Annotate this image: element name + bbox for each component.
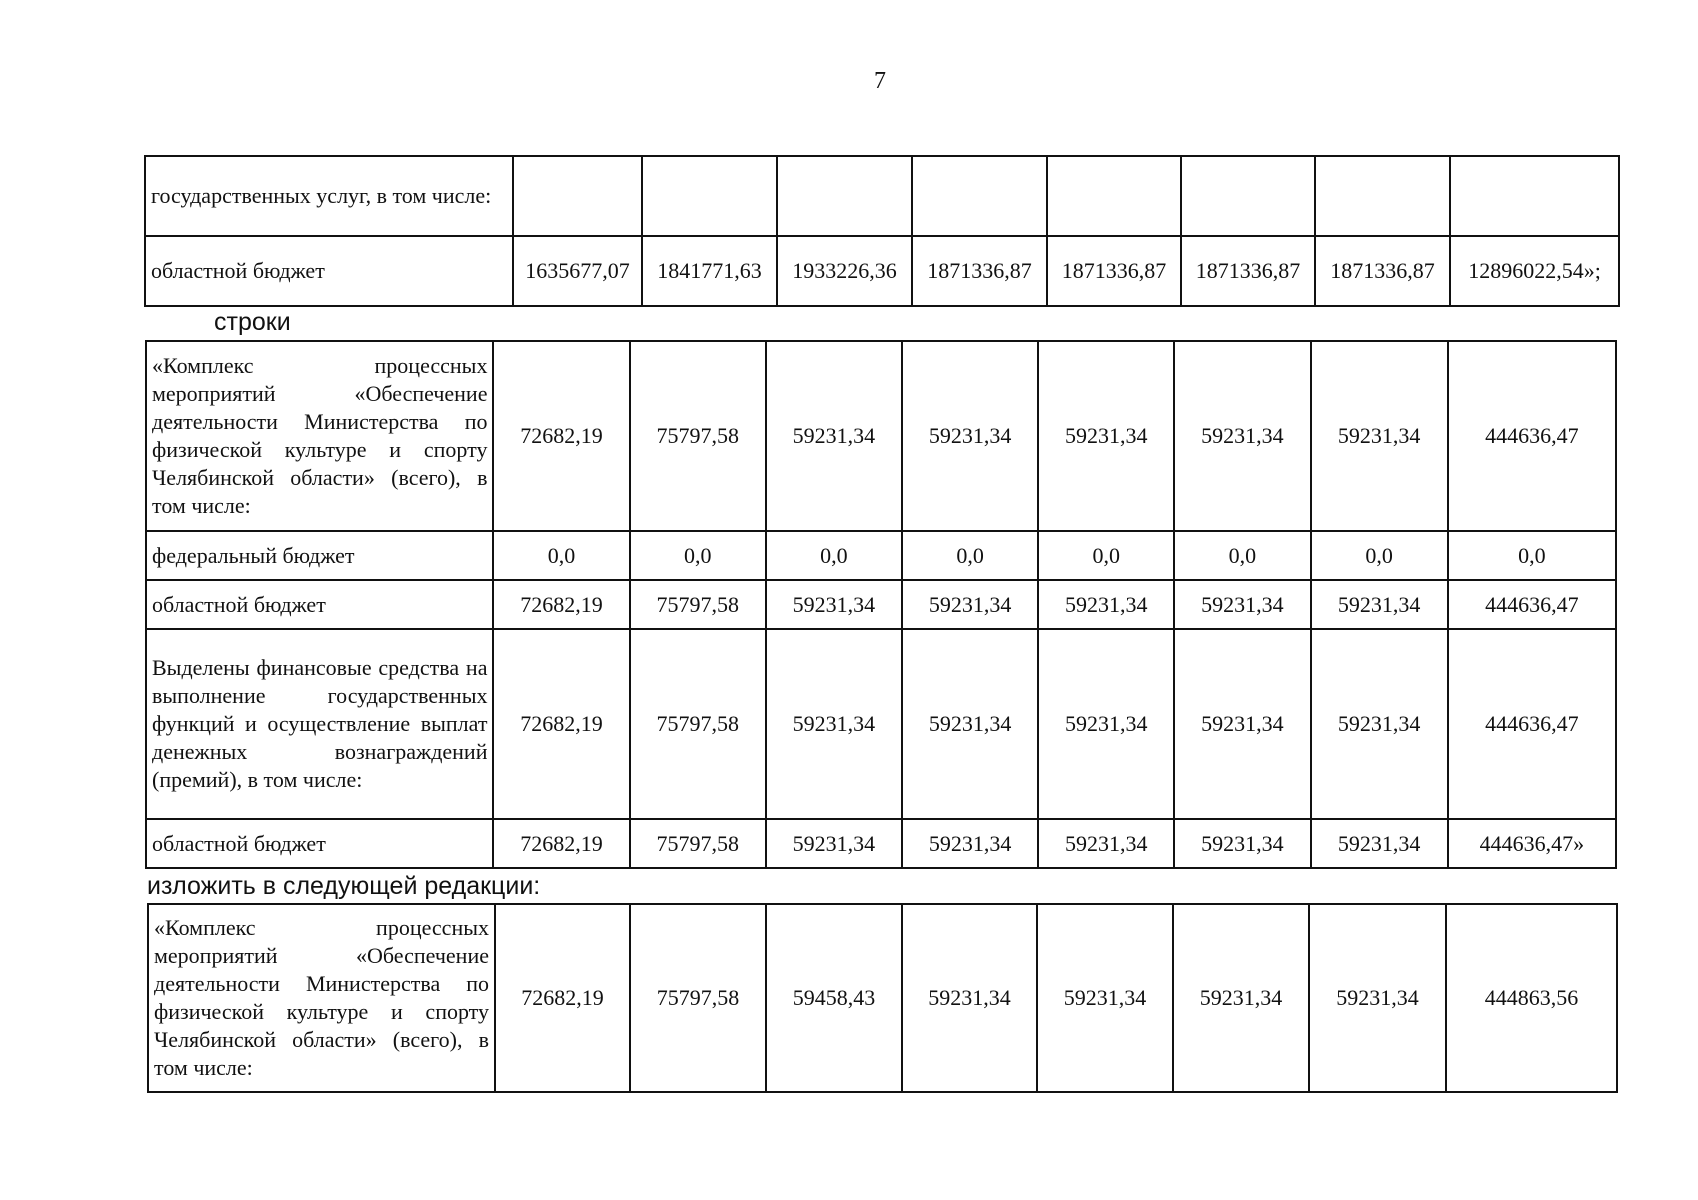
value-cell: 59231,34	[1038, 580, 1174, 629]
table-row	[148, 904, 1617, 1092]
value-cell: 1871336,87	[1315, 236, 1450, 306]
value-cell: 72682,19	[493, 819, 629, 868]
value-cell: 59231,34	[1311, 819, 1448, 868]
value-cell: 1635677,07	[513, 236, 642, 306]
value-cell	[642, 156, 777, 236]
value-cell: 59231,34	[902, 904, 1037, 1092]
value-cell	[1047, 156, 1181, 236]
table-continuation	[144, 155, 1620, 307]
table-row	[145, 156, 1619, 236]
value-cell: 59231,34	[766, 819, 902, 868]
table-new-edition	[147, 903, 1618, 1093]
table-row	[145, 236, 1619, 306]
page-number: 7	[874, 68, 886, 94]
value-cell: 1871336,87	[912, 236, 1047, 306]
value-cell: 0,0	[1174, 531, 1310, 580]
value-cell: 59231,34	[902, 580, 1038, 629]
value-cell: 59231,34	[1037, 904, 1173, 1092]
row-label: областной бюджет	[145, 236, 513, 306]
value-cell: 59231,34	[1174, 580, 1310, 629]
value-cell: 444636,47	[1448, 341, 1616, 531]
value-cell: 59231,34	[766, 580, 902, 629]
value-cell: 59231,34	[1174, 629, 1310, 819]
value-cell: 72682,19	[493, 341, 629, 531]
value-cell: 59231,34	[1311, 629, 1448, 819]
caption-edit: изложить в следующей редакции:	[147, 872, 541, 900]
value-cell: 12896022,54»;	[1450, 236, 1619, 306]
value-cell: 75797,58	[630, 629, 766, 819]
table-current-lines	[145, 340, 1617, 869]
value-cell	[1450, 156, 1619, 236]
row-label: государственных услуг, в том числе:	[145, 156, 513, 236]
value-cell: 59231,34	[766, 629, 902, 819]
table-row	[146, 531, 1616, 580]
value-cell: 59231,34	[1038, 341, 1174, 531]
value-cell: 59231,34	[1311, 341, 1448, 531]
value-cell: 59231,34	[766, 341, 902, 531]
value-cell: 59458,43	[766, 904, 902, 1092]
value-cell: 1841771,63	[642, 236, 777, 306]
value-cell: 444636,47	[1448, 629, 1616, 819]
table-row	[146, 341, 1616, 531]
value-cell: 59231,34	[1038, 629, 1174, 819]
value-cell: 1871336,87	[1181, 236, 1315, 306]
value-cell	[513, 156, 642, 236]
value-cell: 59231,34	[1174, 341, 1310, 531]
value-cell: 59231,34	[1038, 819, 1174, 868]
value-cell: 75797,58	[630, 904, 766, 1092]
value-cell: 444863,56	[1446, 904, 1617, 1092]
value-cell: 59231,34	[902, 629, 1038, 819]
value-cell: 0,0	[902, 531, 1038, 580]
value-cell: 75797,58	[630, 819, 766, 868]
row-label: областной бюджет	[146, 819, 493, 868]
row-label: Выделены финансовые средства на выполнение государственных функций и осуществление выплат денежных вознаграждений (премий), в том числе:	[146, 629, 493, 819]
value-cell: 0,0	[766, 531, 902, 580]
value-cell: 59231,34	[1174, 819, 1310, 868]
value-cell: 1933226,36	[777, 236, 912, 306]
caption-stroki: строки	[214, 308, 291, 336]
row-label: областной бюджет	[146, 580, 493, 629]
value-cell: 75797,58	[630, 341, 766, 531]
value-cell: 59231,34	[1173, 904, 1309, 1092]
table-row	[146, 629, 1616, 819]
value-cell: 59231,34	[1309, 904, 1446, 1092]
value-cell: 72682,19	[495, 904, 630, 1092]
value-cell: 72682,19	[493, 580, 629, 629]
value-cell: 444636,47	[1448, 580, 1616, 629]
value-cell: 444636,47»	[1448, 819, 1616, 868]
row-label: федеральный бюджет	[146, 531, 493, 580]
table-row	[146, 819, 1616, 868]
row-label: «Комплекс процессных мероприятий «Обеспечение деятельности Министерства по физической культуре и спорту Челябинской области» (всего), в том числе:	[146, 341, 493, 531]
value-cell: 0,0	[630, 531, 766, 580]
value-cell: 0,0	[493, 531, 629, 580]
value-cell: 75797,58	[630, 580, 766, 629]
value-cell: 0,0	[1311, 531, 1448, 580]
row-label: «Комплекс процессных мероприятий «Обеспечение деятельности Министерства по физической культуре и спорту Челябинской области» (всего), в том числе:	[148, 904, 495, 1092]
value-cell	[912, 156, 1047, 236]
value-cell: 59231,34	[902, 341, 1038, 531]
table-row	[146, 580, 1616, 629]
value-cell	[1181, 156, 1315, 236]
value-cell: 0,0	[1448, 531, 1616, 580]
value-cell: 59231,34	[1311, 580, 1448, 629]
value-cell: 59231,34	[902, 819, 1038, 868]
value-cell: 0,0	[1038, 531, 1174, 580]
value-cell	[1315, 156, 1450, 236]
value-cell: 1871336,87	[1047, 236, 1181, 306]
value-cell: 72682,19	[493, 629, 629, 819]
value-cell	[777, 156, 912, 236]
